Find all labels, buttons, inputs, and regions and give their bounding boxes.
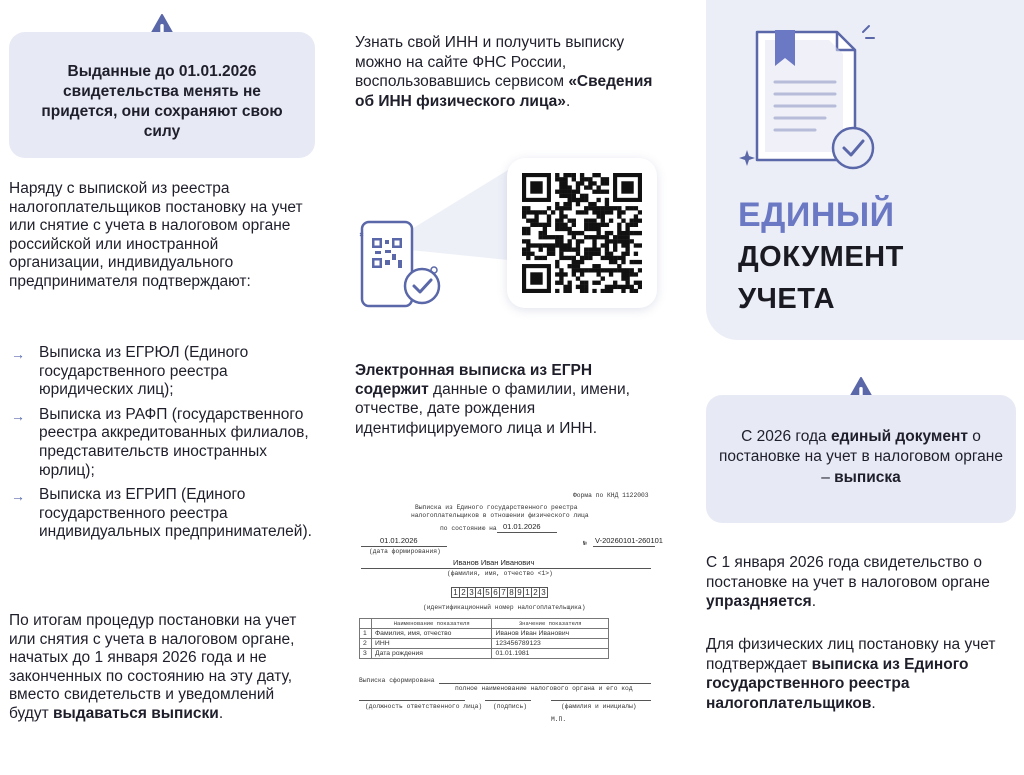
egrn-paragraph: Электронная выписка из ЕГРН содержит данные о фамилии, имени, отчестве, дате рождения идентифицируемого лица и ИНН. bbox=[355, 362, 630, 437]
form-header-line1: Выписка из Единого государственного реестра bbox=[415, 504, 578, 511]
table-row: 1 Фамилия, имя, отчество Иванов Иван Иванович bbox=[360, 629, 609, 639]
table-row: 2 ИНН 123456789123 bbox=[360, 639, 609, 649]
number-sign: № bbox=[583, 540, 587, 547]
notice-text: Выданные до 01.01.2026 свидетельства менять не придется, они сохраняют свою силу bbox=[41, 63, 283, 140]
phone-scan-icon bbox=[358, 220, 448, 315]
form-header-line2: налогоплательщиков в отношении физического лица bbox=[411, 512, 589, 519]
as-of-date: 01.01.2026 bbox=[503, 522, 541, 531]
qr-code[interactable] bbox=[522, 173, 642, 293]
abolish-paragraph: С 1 января 2026 года свидетельство о постановке на учет в налоговом органе упраздняется. bbox=[706, 554, 990, 610]
outro-paragraph: По итогам процедур постановки на учет или снятия с учета в налоговом органе, начатых до 1 января 2026 года и не законченных по состоянию на эту дату, вместо свидетельств и уведомлений будут выдаваться выписки. bbox=[9, 612, 297, 722]
stamp-label: М.П. bbox=[551, 716, 567, 723]
extract-number: V-20260101-260101 bbox=[595, 536, 663, 545]
form-table bbox=[359, 618, 609, 659]
intro-paragraph: Наряду с выпиской из реестра налогоплательщиков постановку на учет или снятие с учета в налоговом органе российской или иностранной организации, индивидуального предпринимателя подтверждают: bbox=[9, 180, 303, 290]
formed-by-label: Выписка сформирована bbox=[359, 677, 435, 684]
org-label: полное наименование налогового органа и его код bbox=[455, 685, 633, 692]
title-line-3: УЧЕТА bbox=[738, 283, 836, 315]
formed-date: 01.01.2026 bbox=[380, 536, 418, 545]
list-item: → Выписка из ЕГРЮЛ (Единого государственного реестра юридических лиц); bbox=[11, 344, 249, 399]
as-of-label: по состоянию на bbox=[440, 525, 497, 532]
title-accent: ЕДИНЫЙ bbox=[738, 196, 895, 234]
document-check-icon bbox=[735, 22, 885, 182]
inn-service-link[interactable]: «Сведения об ИНН физического лица» bbox=[355, 73, 653, 110]
table-row: Наименование показателя Значение показателя bbox=[360, 619, 609, 629]
inn-label: (идентификационный номер налогоплательщика) bbox=[423, 604, 586, 611]
table-row: 3 Дата рождения 01.01.1981 bbox=[360, 649, 609, 659]
fio-value: Иванов Иван Иванович bbox=[453, 558, 535, 567]
fio-label: (фамилия, имя, отчество <1>) bbox=[447, 570, 553, 577]
initials-label: (фамилия и инициалы) bbox=[561, 703, 637, 710]
arrow-right-icon: → bbox=[11, 488, 25, 505]
extract-list bbox=[9, 344, 319, 548]
official-label: (должность ответственного лица) bbox=[365, 703, 483, 710]
inn-boxes: 1 2 3 4 5 6 7 8 9 1 2 3 bbox=[451, 587, 547, 598]
formed-label: (дата формирования) bbox=[369, 548, 441, 555]
form-code: Форма по КНД 1122003 bbox=[573, 492, 649, 499]
qr-code-card[interactable] bbox=[507, 158, 657, 308]
notice-box-single-document: С 2026 года единый документ о постановке на учет в налоговом органе – выписка bbox=[706, 395, 1016, 523]
arrow-right-icon: → bbox=[11, 346, 25, 362]
individuals-paragraph: Для физических лиц постановку на учет подтверждает выписка из Единого государственного реестра налогоплательщиков. bbox=[706, 636, 996, 712]
list-item: → Выписка из РАФП (государственного реестра аккредитованных филиалов, представительств иностранных юрлиц); bbox=[11, 405, 309, 479]
sample-extract-form bbox=[355, 490, 663, 725]
list-item: → Выписка из ЕГРИП (Единого государственного реестра индивидуальных предпринимателей). bbox=[11, 486, 312, 541]
inn-paragraph: Узнать свой ИНН и получить выписку можно на сайте ФНС России, воспользовавшись сервисом «Сведения об ИНН физического лица». bbox=[355, 34, 653, 110]
title-line-2: ДОКУМЕНТ bbox=[738, 241, 904, 273]
notice-box-certificates bbox=[9, 32, 315, 158]
arrow-right-icon: → bbox=[11, 407, 25, 424]
signature-label: (подпись) bbox=[493, 703, 528, 710]
